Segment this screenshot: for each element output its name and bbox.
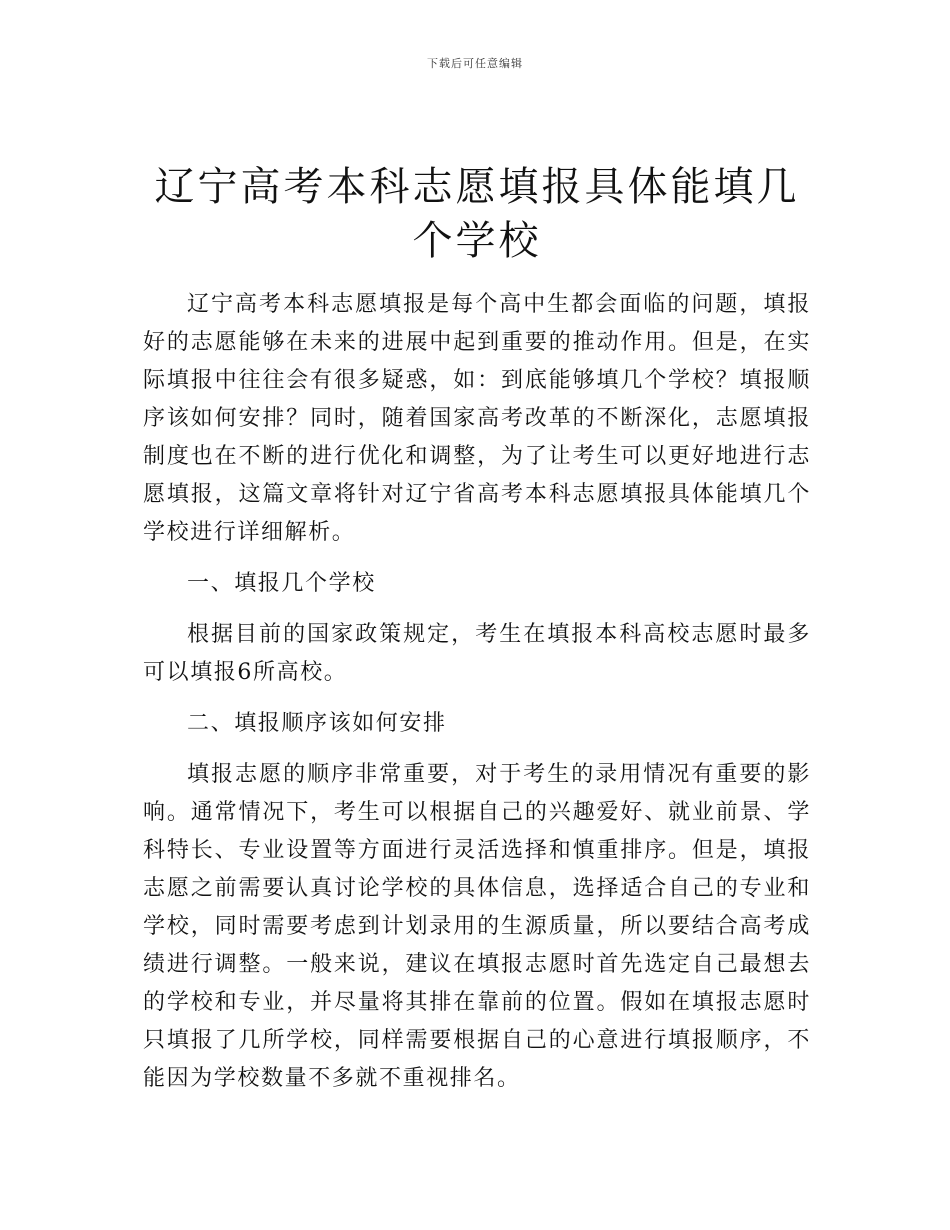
section-1-paragraph: 根据目前的国家政策规定，考生在填报本科高校志愿时最多可以填报6所高校。 xyxy=(143,622,811,685)
section-2-paragraph: 填报志愿的顺序非常重要，对于考生的录用情况有重要的影响。通常情况下，考生可以根据自己的兴趣爱好、就业前景、学科特长、专业设置等方面进行灵活选择和慎重排序。但是，填报志愿之前需要认真讨论学校的具体信息，选择适合自己的专业和学校，同时需要考虑到计划录用的生源质量，所以要结合高考成绩进行调整。一般来说，建议在填报志愿时首先选定自己最想去的学校和专业，并尽量将其排在靠前的位置。假如在填报志愿时只填报了几所学校，同样需要根据自己的心意进行填报顺序，不能因为学校数量不多就不重视排名。 xyxy=(143,762,811,1091)
paragraph-spacer xyxy=(143,692,811,705)
paragraph-spacer xyxy=(143,603,811,616)
document-title: 辽宁高考本科志愿填报具体能填几个学校 xyxy=(154,164,800,264)
document-content xyxy=(143,286,811,1098)
paragraph-spacer xyxy=(143,743,811,756)
intro-paragraph: 辽宁高考本科志愿填报是每个高中生都会面临的问题，填报好的志愿能够在未来的进展中起到重要的推动作用。但是，在实际填报中往往会有很多疑惑，如：到底能够填几个学校？填报顺序该如何安排？同时，随着国家高考改革的不断深化，志愿填报制度也在不断的进行优化和调整，为了让考生可以更好地进行志愿填报，这篇文章将针对辽宁省高考本科志愿填报具体能填几个学校进行详细解析。 xyxy=(143,292,811,545)
section-heading-1: 一、填报几个学校 xyxy=(187,571,376,596)
paragraph-spacer xyxy=(143,552,811,565)
document-body xyxy=(143,160,811,1098)
page-header: 下载后可任意编辑 xyxy=(427,57,523,70)
section-heading-2: 二、填报顺序该如何安排 xyxy=(187,711,447,736)
